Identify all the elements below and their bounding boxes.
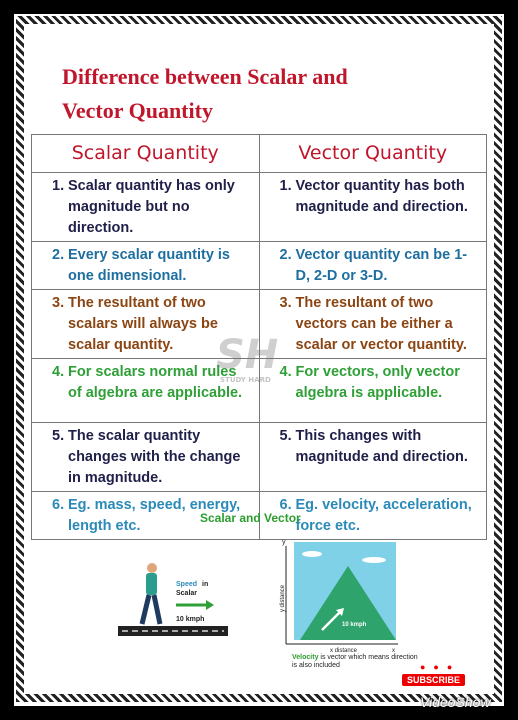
table-row [32, 173, 487, 242]
person-leg [142, 595, 149, 624]
scalar-text: Scalar quantity has only magnitude but no direction. [68, 178, 235, 236]
title-line-1: Difference between Scalar and [62, 64, 348, 89]
speed-label-scalar: Scalar [176, 590, 198, 597]
velocity-value: 10 kmph [342, 622, 367, 628]
person-head [147, 563, 157, 573]
row-number: 5. [52, 428, 65, 444]
row-number: 6. [52, 497, 65, 513]
scalar-text: Eg. mass, speed, energy, length etc. [68, 497, 241, 534]
scalar-text: For scalars normal rules of algebra are applicable. [68, 364, 243, 401]
bell-icons: ●●● [420, 662, 461, 672]
table-row [32, 423, 487, 492]
header-scalar: Scalar Quantity [32, 135, 260, 173]
cloud [302, 551, 322, 557]
scalar-text: The resultant of two scalars will always be scalar quantity. [68, 295, 218, 353]
speed-label: Speed [176, 581, 198, 588]
speed-label-in: in [202, 581, 209, 588]
made-with-watermark: Made with [440, 686, 472, 693]
y-axis-label: y [282, 539, 286, 546]
vector-text: This changes with magnitude and direction. [295, 428, 468, 465]
vector-text: For vectors, only vector algebra is applicable. [295, 364, 460, 401]
row-number: 4. [52, 364, 65, 380]
x-axis-label: x [392, 648, 395, 654]
person-shirt [146, 573, 157, 595]
watermark-logo-text: SH [216, 332, 279, 378]
scalar-text: Every scalar quantity is one dimensional. [68, 247, 230, 284]
study-hard-watermark-logo [212, 330, 322, 390]
y-distance-label: y distance [280, 584, 286, 612]
row-number: 1. [52, 178, 65, 194]
scalar-text: The scalar quantity changes with the change in magnitude. [68, 428, 241, 486]
table-row [32, 242, 487, 290]
videoshow-watermark: VideoShow [420, 694, 491, 710]
row-number: 1. [279, 178, 292, 194]
page-title [62, 60, 462, 128]
row-number: 6. [279, 497, 292, 513]
header-vector: Vector Quantity [259, 135, 487, 173]
row-number: 3. [279, 295, 292, 311]
row-number: 2. [279, 247, 292, 263]
velocity-word: Velocity [292, 654, 319, 661]
vector-text: Eg. velocity, acceleration, force etc. [295, 497, 472, 534]
velocity-note: is vector which means direction is also included [292, 654, 418, 669]
speed-value: 10 kmph [176, 616, 205, 623]
vector-text: Vector quantity can be 1-D, 2-D or 3-D. [295, 247, 468, 284]
subscribe-button[interactable]: SUBSCRIBE [402, 674, 465, 686]
title-line-2: Vector Quantity [62, 98, 213, 123]
diagram-title: Scalar and Vector [200, 511, 301, 525]
watermark-sub-text: STUDY HARD [220, 376, 271, 384]
vector-text: Vector quantity has both magnitude and direction. [295, 178, 468, 215]
vector-text: The resultant of two vectors can be either a scalar or vector quantity. [295, 295, 467, 353]
velocity-caption [292, 654, 422, 670]
speed-arrow-head [206, 600, 214, 610]
x-distance-label: x distance [330, 648, 358, 654]
row-number: 5. [279, 428, 292, 444]
mountain-velocity-illustration [278, 536, 402, 666]
row-number: 4. [279, 364, 292, 380]
cloud [362, 557, 386, 563]
person-leg [154, 595, 160, 624]
walking-person-illustration [118, 560, 228, 640]
row-number: 3. [52, 295, 65, 311]
row-number: 2. [52, 247, 65, 263]
